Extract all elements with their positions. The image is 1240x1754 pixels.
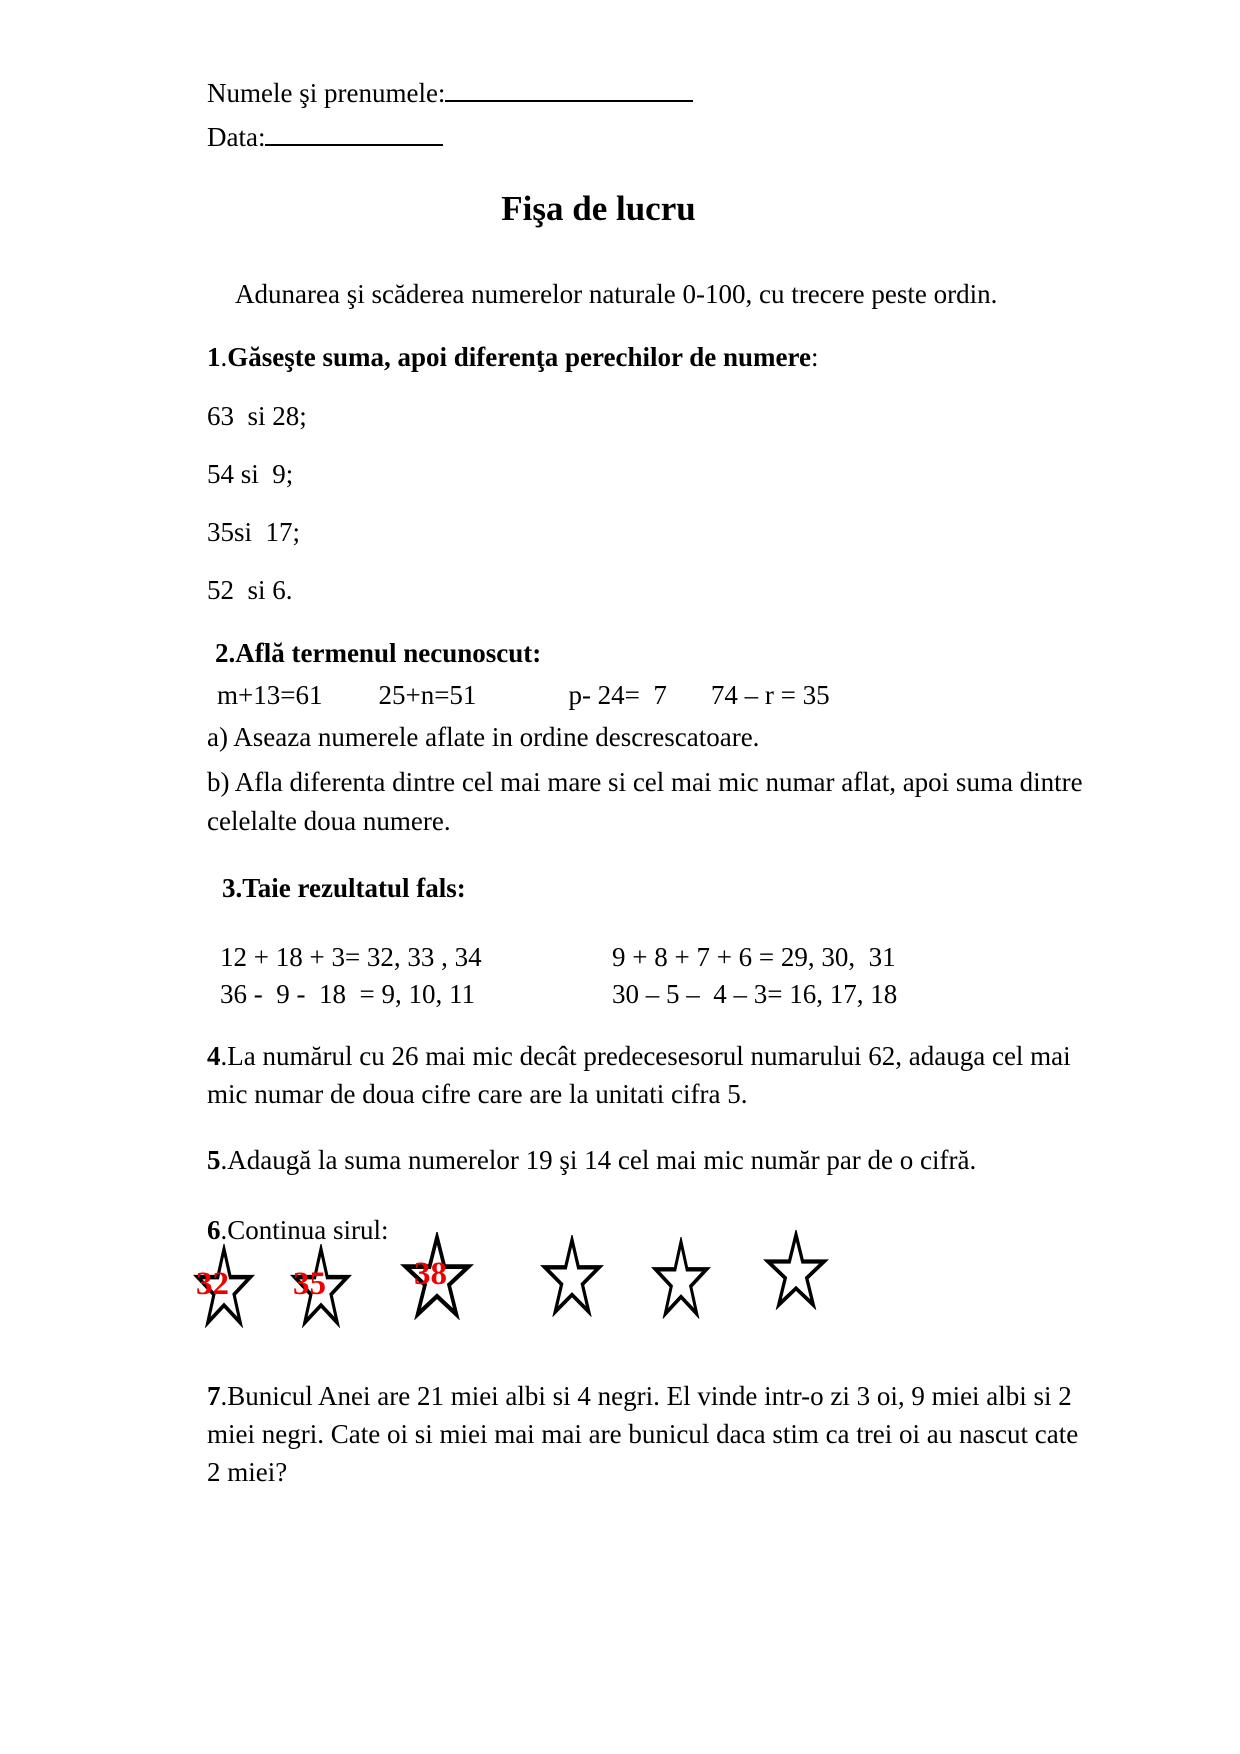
exercise-1-colon: : [810, 342, 819, 372]
worksheet-subtitle: Adunarea şi scăderea numerelor naturale 0-100, cu trecere peste ordin. [235, 279, 998, 309]
date-blank-line [265, 114, 443, 146]
exercise-4-text: .La numărul cu 26 mai mic decât predecesesorul numarului 62, adauga cel mai mic numar de doua cifre care are la unitati cifra 5. [207, 1041, 1078, 1109]
star-icon [290, 1244, 352, 1328]
star-icon [651, 1237, 711, 1319]
date-label: Data: [207, 122, 266, 152]
name-label: Numele şi prenumele: [207, 78, 446, 108]
exercise-2-heading: 2.Află termenul necunoscut: [215, 638, 542, 668]
strike-equation-right: 30 – 5 – 4 – 3= 16, 17, 18 [612, 979, 898, 1009]
star-icon [763, 1230, 829, 1310]
name-blank-line [445, 70, 693, 102]
number-pair: 54 si 9; [207, 459, 294, 489]
exercise-7 [207, 1377, 1090, 1491]
equation: m+13=61 [217, 680, 323, 710]
name-line [207, 70, 1090, 114]
star-sequence [193, 1229, 1090, 1329]
exercise-2-item-b: b) Afla diferenta dintre cel mai mare si cel mai mic numar aflat, apoi suma dintre celelalte doua numere. [207, 767, 1090, 836]
exercise-4 [207, 1037, 1090, 1113]
strike-false-results [207, 939, 1090, 1013]
exercise-4-number: 4 [207, 1041, 221, 1071]
exercise-3-heading: 3.Taie rezultatul fals: [222, 873, 466, 903]
exercise-1-number: 1 [207, 342, 221, 372]
strike-row [220, 976, 1090, 1013]
exercise-6-text: .Continua sirul: [220, 1215, 389, 1245]
exercise-6-number: 6 [207, 1215, 221, 1245]
exercise-7-number: 7 [207, 1381, 221, 1411]
strike-equation-left: 12 + 18 + 3= 32, 33 , 34 [220, 942, 482, 972]
equation: p- 24= 7 [568, 680, 667, 710]
exercise-5-number: 5 [207, 1145, 221, 1175]
exercise-2-item-a: a) Aseaza numerele aflate in ordine descrescatoare. [207, 722, 760, 752]
star-icon [400, 1232, 474, 1320]
equation: 25+n=51 [378, 680, 477, 710]
strike-equation-right: 9 + 8 + 7 + 6 = 29, 30, 31 [612, 942, 896, 972]
strike-row [220, 939, 1090, 976]
star-value: 32 [196, 1266, 229, 1302]
exercise-1-dot: . [220, 342, 228, 372]
number-pair: 35si 17; [207, 517, 301, 547]
exercise-1-heading [207, 340, 1090, 374]
exercise-5 [207, 1141, 1090, 1179]
strike-equation-left: 36 - 9 - 18 = 9, 10, 11 [220, 979, 475, 1009]
exercise-7-text: .Bunicul Anei are 21 miei albi si 4 negri. El vinde intr-o zi 3 oi, 9 miei albi si 2 miei negri. Cate oi si miei mai mai are bunicul daca stim ca trei oi au nascut cate 2 miei? [207, 1381, 1085, 1487]
number-pair: 63 si 28; [207, 401, 307, 431]
star-value: 38 [414, 1256, 447, 1292]
date-line [207, 114, 1090, 158]
star-icon [540, 1235, 604, 1317]
number-pair: 52 si 6. [207, 575, 293, 605]
equation: 74 – r = 35 [710, 680, 830, 710]
star-value: 35 [293, 1266, 326, 1302]
exercise-1-title: Găseşte suma, apoi diferenţa perechilor de numere [227, 342, 811, 372]
unknown-term-equations [207, 678, 1090, 712]
exercise-5-text: .Adaugă la suma numerelor 19 şi 14 cel mai mic număr par de o cifră. [220, 1145, 977, 1175]
page-title: Fişa de lucru [501, 189, 696, 228]
star-icon [193, 1244, 255, 1328]
